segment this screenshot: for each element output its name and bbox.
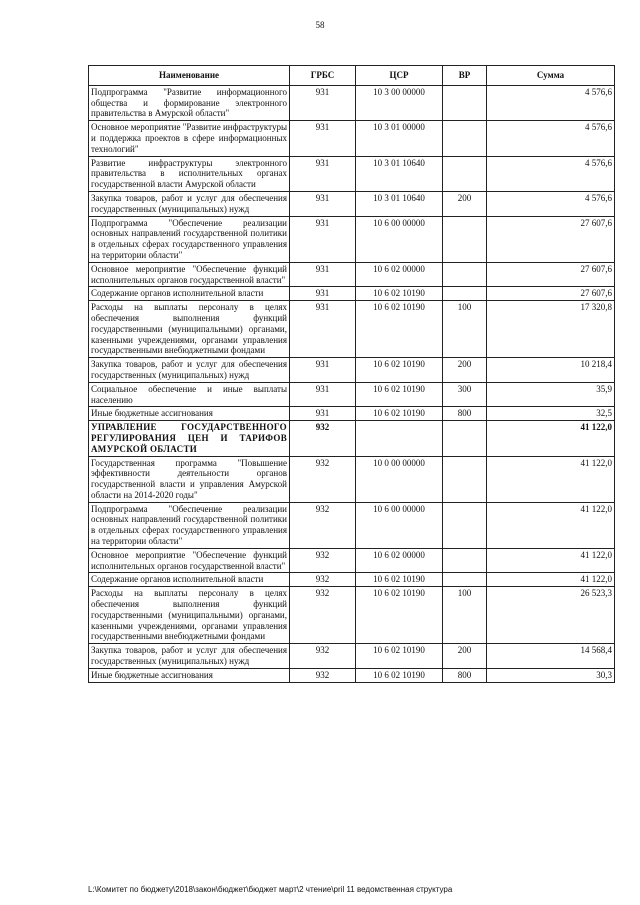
table-row xyxy=(89,502,615,548)
cell-csr: 10 6 02 10190 xyxy=(356,573,443,587)
table-row xyxy=(89,358,615,383)
table-row xyxy=(89,456,615,502)
cell-grbs: 931 xyxy=(290,382,356,407)
cell-csr: 10 0 00 00000 xyxy=(356,456,443,502)
table-row xyxy=(89,668,615,682)
cell-grbs: 931 xyxy=(290,156,356,191)
cell-csr: 10 6 02 10190 xyxy=(356,301,443,358)
column-header-sum: Сумма xyxy=(487,66,615,86)
cell-vr: 100 xyxy=(443,587,487,644)
cell-csr: 10 3 01 10640 xyxy=(356,191,443,216)
table-body xyxy=(89,85,615,682)
cell-vr: 300 xyxy=(443,382,487,407)
table-row xyxy=(89,262,615,287)
table-row xyxy=(89,156,615,191)
cell-vr: 800 xyxy=(443,668,487,682)
cell-name: Закупка товаров, работ и услуг для обеспечения государственных (муниципальных) нужд xyxy=(89,644,290,669)
cell-name: Основное мероприятие "Обеспечение функций исполнительных органов государственной власти" xyxy=(89,262,290,287)
cell-grbs: 931 xyxy=(290,262,356,287)
cell-sum: 41 122,0 xyxy=(487,573,615,587)
table-row xyxy=(89,191,615,216)
table-row xyxy=(89,587,615,644)
cell-sum: 41 122,0 xyxy=(487,456,615,502)
cell-grbs: 932 xyxy=(290,573,356,587)
cell-vr xyxy=(443,502,487,548)
cell-vr xyxy=(443,421,487,456)
column-header-name: Наименование xyxy=(89,66,290,86)
cell-grbs: 932 xyxy=(290,502,356,548)
cell-name: Закупка товаров, работ и услуг для обеспечения государственных (муниципальных) нужд xyxy=(89,191,290,216)
cell-csr: 10 6 02 10190 xyxy=(356,587,443,644)
cell-csr: 10 6 02 00000 xyxy=(356,262,443,287)
cell-grbs: 931 xyxy=(290,301,356,358)
page-number: 58 xyxy=(315,20,325,30)
cell-name: Основное мероприятие "Обеспечение функций исполнительных органов государственной власти" xyxy=(89,548,290,573)
cell-sum: 10 218,4 xyxy=(487,358,615,383)
cell-grbs: 931 xyxy=(290,216,356,262)
cell-grbs: 931 xyxy=(290,121,356,156)
cell-sum: 27 607,6 xyxy=(487,287,615,301)
cell-name: Основное мероприятие "Развитие инфраструктуры и поддержка проектов в сфере информационных технологий" xyxy=(89,121,290,156)
table-row xyxy=(89,644,615,669)
cell-csr: 10 3 01 10640 xyxy=(356,156,443,191)
cell-sum: 4 576,6 xyxy=(487,121,615,156)
cell-csr: 10 6 02 00000 xyxy=(356,548,443,573)
cell-name: Закупка товаров, работ и услуг для обеспечения государственных (муниципальных) нужд xyxy=(89,358,290,383)
cell-vr xyxy=(443,262,487,287)
cell-grbs: 931 xyxy=(290,287,356,301)
cell-sum: 26 523,3 xyxy=(487,587,615,644)
column-header-csr: ЦСР xyxy=(356,66,443,86)
cell-csr: 10 6 02 10190 xyxy=(356,358,443,383)
cell-csr: 10 6 02 10190 xyxy=(356,407,443,421)
cell-vr xyxy=(443,216,487,262)
cell-vr xyxy=(443,156,487,191)
cell-vr xyxy=(443,456,487,502)
cell-name: Социальное обеспечение и иные выплаты населению xyxy=(89,382,290,407)
table-row xyxy=(89,573,615,587)
cell-csr: 10 6 00 00000 xyxy=(356,502,443,548)
cell-sum: 41 122,0 xyxy=(487,548,615,573)
cell-vr xyxy=(443,548,487,573)
cell-csr: 10 3 00 00000 xyxy=(356,85,443,120)
column-header-grbs: ГРБС xyxy=(290,66,356,86)
cell-vr: 200 xyxy=(443,191,487,216)
table-row xyxy=(89,121,615,156)
budget-table xyxy=(88,65,615,683)
cell-name: Расходы на выплаты персоналу в целях обеспечения выполнения функций государственными (муниципальными) органами, казенными учреждениями, органами управления государственными внебюджетными фондами xyxy=(89,301,290,358)
cell-sum: 35,9 xyxy=(487,382,615,407)
cell-grbs: 931 xyxy=(290,407,356,421)
cell-name: Подпрограмма "Развитие информационного общества и формирование электронного правительства в Амурской области" xyxy=(89,85,290,120)
cell-grbs: 932 xyxy=(290,587,356,644)
cell-grbs: 931 xyxy=(290,358,356,383)
table-row xyxy=(89,407,615,421)
cell-sum: 27 607,6 xyxy=(487,262,615,287)
cell-csr: 10 6 02 10190 xyxy=(356,668,443,682)
cell-csr: 10 6 00 00000 xyxy=(356,216,443,262)
cell-name: УПРАВЛЕНИЕ ГОСУДАРСТВЕННОГО РЕГУЛИРОВАНИЯ ЦЕН И ТАРИФОВ АМУРСКОЙ ОБЛАСТИ xyxy=(89,421,290,456)
cell-name: Государственная программа "Повышение эффективности деятельности органов государственной власти и управления Амурской области на 2014-2020 годы" xyxy=(89,456,290,502)
cell-csr: 10 3 01 00000 xyxy=(356,121,443,156)
cell-grbs: 931 xyxy=(290,85,356,120)
cell-csr xyxy=(356,421,443,456)
cell-grbs: 932 xyxy=(290,668,356,682)
cell-sum: 14 568,4 xyxy=(487,644,615,669)
file-path-footer: L:\Комитет по бюджету\2018\закон\бюджет\бюджет март\2 чтение\pril 11 ведомственная структура xyxy=(88,885,453,894)
cell-name: Содержание органов исполнительной власти xyxy=(89,573,290,587)
cell-vr xyxy=(443,287,487,301)
cell-name: Содержание органов исполнительной власти xyxy=(89,287,290,301)
cell-vr xyxy=(443,573,487,587)
cell-name: Расходы на выплаты персоналу в целях обеспечения выполнения функций государственными (муниципальными) органами, казенными учреждениями, органами управления государственными внебюджетными фондами xyxy=(89,587,290,644)
column-header-vr: ВР xyxy=(443,66,487,86)
table-row xyxy=(89,287,615,301)
cell-grbs: 932 xyxy=(290,644,356,669)
table-header-row xyxy=(89,66,615,86)
cell-name: Подпрограмма "Обеспечение реализации основных направлений государственной политики в отдельных сферах государственного управления на территории области" xyxy=(89,216,290,262)
cell-sum: 4 576,6 xyxy=(487,85,615,120)
cell-csr: 10 6 02 10190 xyxy=(356,382,443,407)
table-row xyxy=(89,85,615,120)
cell-sum: 30,3 xyxy=(487,668,615,682)
cell-sum: 17 320,8 xyxy=(487,301,615,358)
cell-sum: 27 607,6 xyxy=(487,216,615,262)
cell-grbs: 932 xyxy=(290,421,356,456)
table-row xyxy=(89,216,615,262)
cell-name: Подпрограмма "Обеспечение реализации основных направлений государственной политики в отдельных сферах государственного управления на территории области" xyxy=(89,502,290,548)
cell-sum: 4 576,6 xyxy=(487,156,615,191)
cell-vr: 200 xyxy=(443,358,487,383)
cell-csr: 10 6 02 10190 xyxy=(356,287,443,301)
cell-grbs: 932 xyxy=(290,548,356,573)
cell-name: Иные бюджетные ассигнования xyxy=(89,668,290,682)
table-row xyxy=(89,382,615,407)
cell-sum: 41 122,0 xyxy=(487,421,615,456)
table-row xyxy=(89,301,615,358)
cell-name: Развитие инфраструктуры электронного правительства в исполнительных органах государственной власти Амурской области xyxy=(89,156,290,191)
cell-vr xyxy=(443,85,487,120)
cell-grbs: 931 xyxy=(290,191,356,216)
cell-sum: 4 576,6 xyxy=(487,191,615,216)
cell-vr: 200 xyxy=(443,644,487,669)
cell-sum: 41 122,0 xyxy=(487,502,615,548)
cell-vr: 100 xyxy=(443,301,487,358)
cell-vr: 800 xyxy=(443,407,487,421)
cell-name: Иные бюджетные ассигнования xyxy=(89,407,290,421)
cell-csr: 10 6 02 10190 xyxy=(356,644,443,669)
cell-sum: 32,5 xyxy=(487,407,615,421)
table-row xyxy=(89,421,615,456)
cell-grbs: 932 xyxy=(290,456,356,502)
table-row xyxy=(89,548,615,573)
cell-vr xyxy=(443,121,487,156)
